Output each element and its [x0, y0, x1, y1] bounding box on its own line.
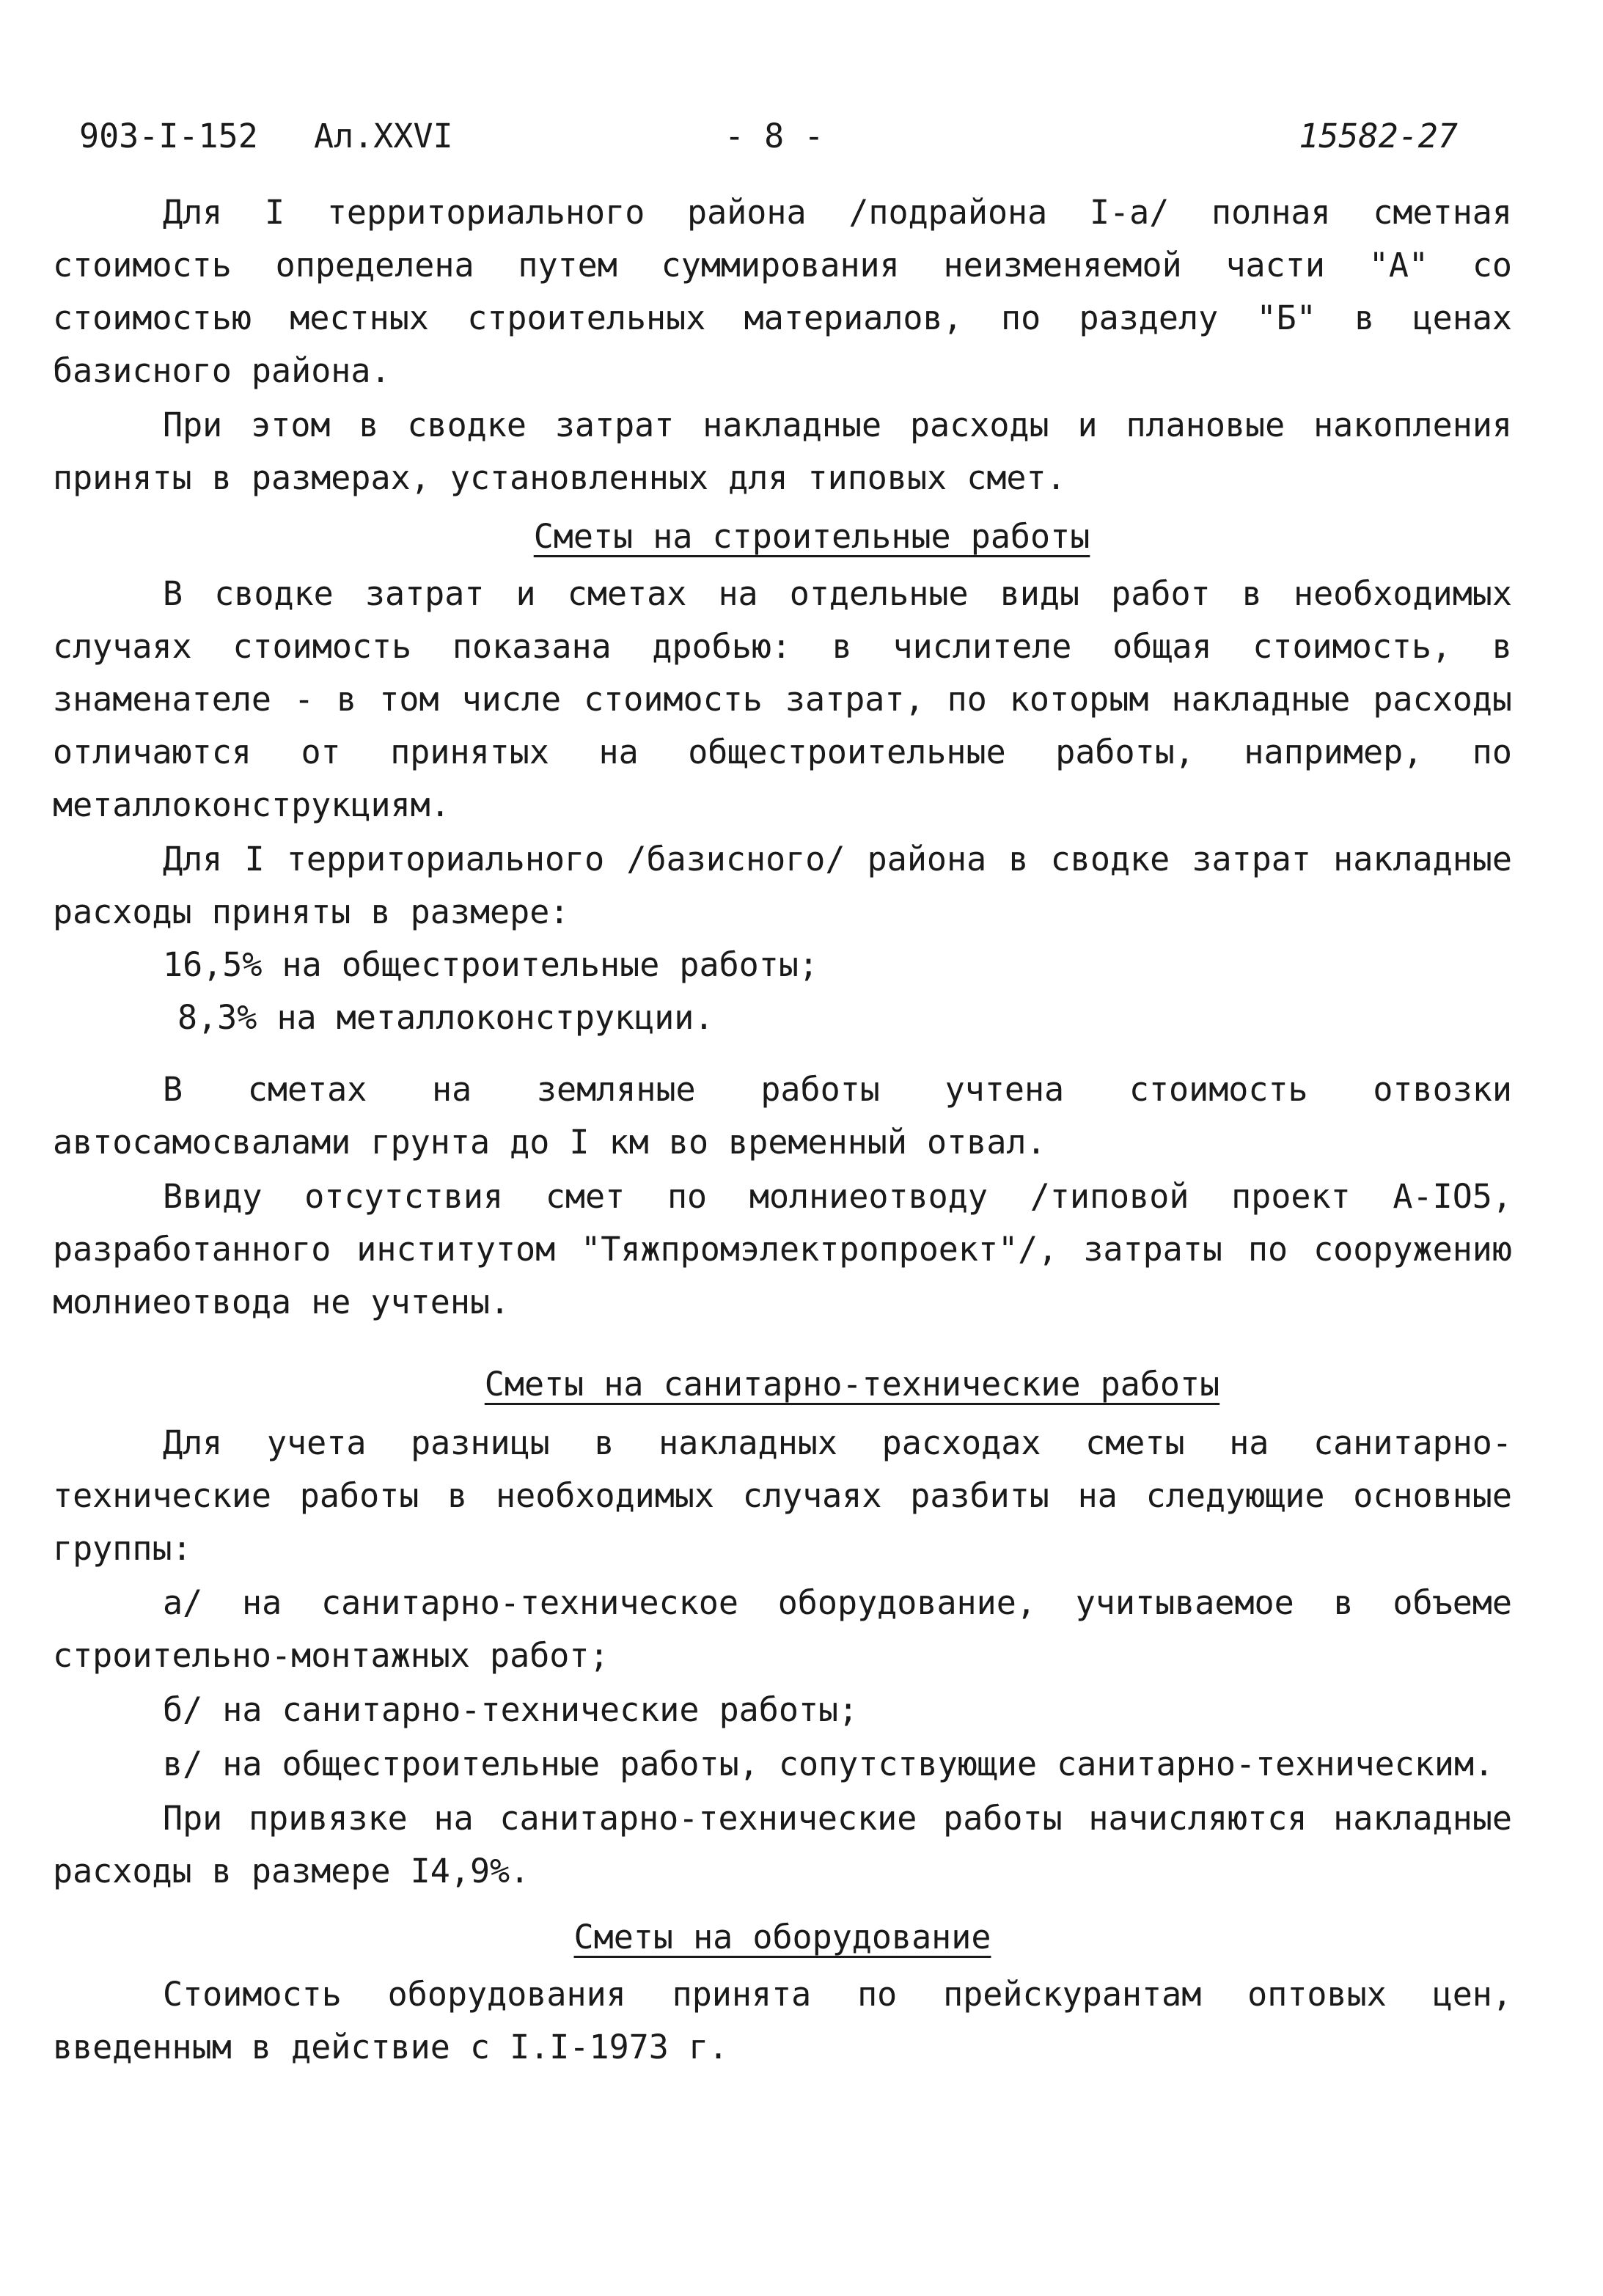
list-item-sanitary-works: б/ на санитарно-технические работы;	[163, 1690, 859, 1729]
page-number: - 8 -	[725, 117, 824, 155]
inventory-number: 15582-27	[1299, 117, 1458, 155]
album-number: Ал.XXVI	[314, 117, 453, 155]
page-header	[79, 110, 1458, 163]
document-code: 903-I-152	[79, 117, 258, 155]
list-item-sanitary-equipment: а/ на санитарно-техническое оборудование, учитываемое в объеме строительно-монтажных работ;	[53, 1583, 1512, 1675]
paragraph-overhead-rates: Для I территориального /базисного/ района в сводке затрат накладные расходы приняты в размере:	[53, 840, 1512, 931]
paragraph-equipment-cost: Стоимость оборудования принята по прейскурантам оптовых цен, введенным в действие с I.I-1973 г.	[53, 1975, 1512, 2066]
document-body	[53, 186, 1512, 2074]
paragraph-fraction-cost: В сводке затрат и сметах на отдельные виды работ в необходимых случаях стоимость показана дробью: в числителе общая стоимость, в знаменателе - в том числе стоимость затрат, по которым накладные расходы отличаются от принятых на общестроительные работы, например, по металлоконструкциям.	[53, 574, 1512, 824]
list-item-metal-structures: 8,3% на металлоконструкции.	[177, 998, 714, 1037]
paragraph-earthworks: В сметах на земляные работы учтена стоимость отвозки автосамосвалами грунта до I км во временный отвал.	[53, 1070, 1512, 1162]
paragraph-sanitary-groups: Для учета разницы в накладных расходах сметы на санитарно-технические работы в необходимых случаях разбиты на следующие основные группы:	[53, 1423, 1512, 1568]
paragraph-territorial-cost: Для I территориального района /подрайона I-а/ полная сметная стоимость определена путем суммирования неизменяемой части "А" со стоимостью местных строительных материалов, по разделу "Б" в ценах базисного района.	[53, 193, 1512, 390]
list-item-general-works: 16,5% на общестроительные работы;	[163, 945, 819, 984]
section-title-sanitary: Сметы на санитарно-технические работы	[484, 1365, 1220, 1404]
paragraph-sanitary-overhead: При привязке на санитарно-технические работы начисляются накладные расходы в размере I4,9%.	[53, 1799, 1512, 1890]
section-title-equipment: Сметы на оборудование	[573, 1918, 991, 1956]
list-item-accompanying-works: в/ на общестроительные работы, сопутствующие санитарно-техническим.	[163, 1745, 1494, 1783]
paragraph-overhead-summary: При этом в сводке затрат накладные расходы и плановые накопления приняты в размерах, установленных для типовых смет.	[53, 406, 1512, 497]
section-title-construction: Сметы на строительные работы	[533, 517, 1090, 556]
paragraph-lightning-rod: Ввиду отсутствия смет по молниеотводу /типовой проект А-IO5, разработанного институтом "Тяжпромэлектропроект"/, затраты по сооружению молниеотвода не учтены.	[53, 1177, 1512, 1321]
